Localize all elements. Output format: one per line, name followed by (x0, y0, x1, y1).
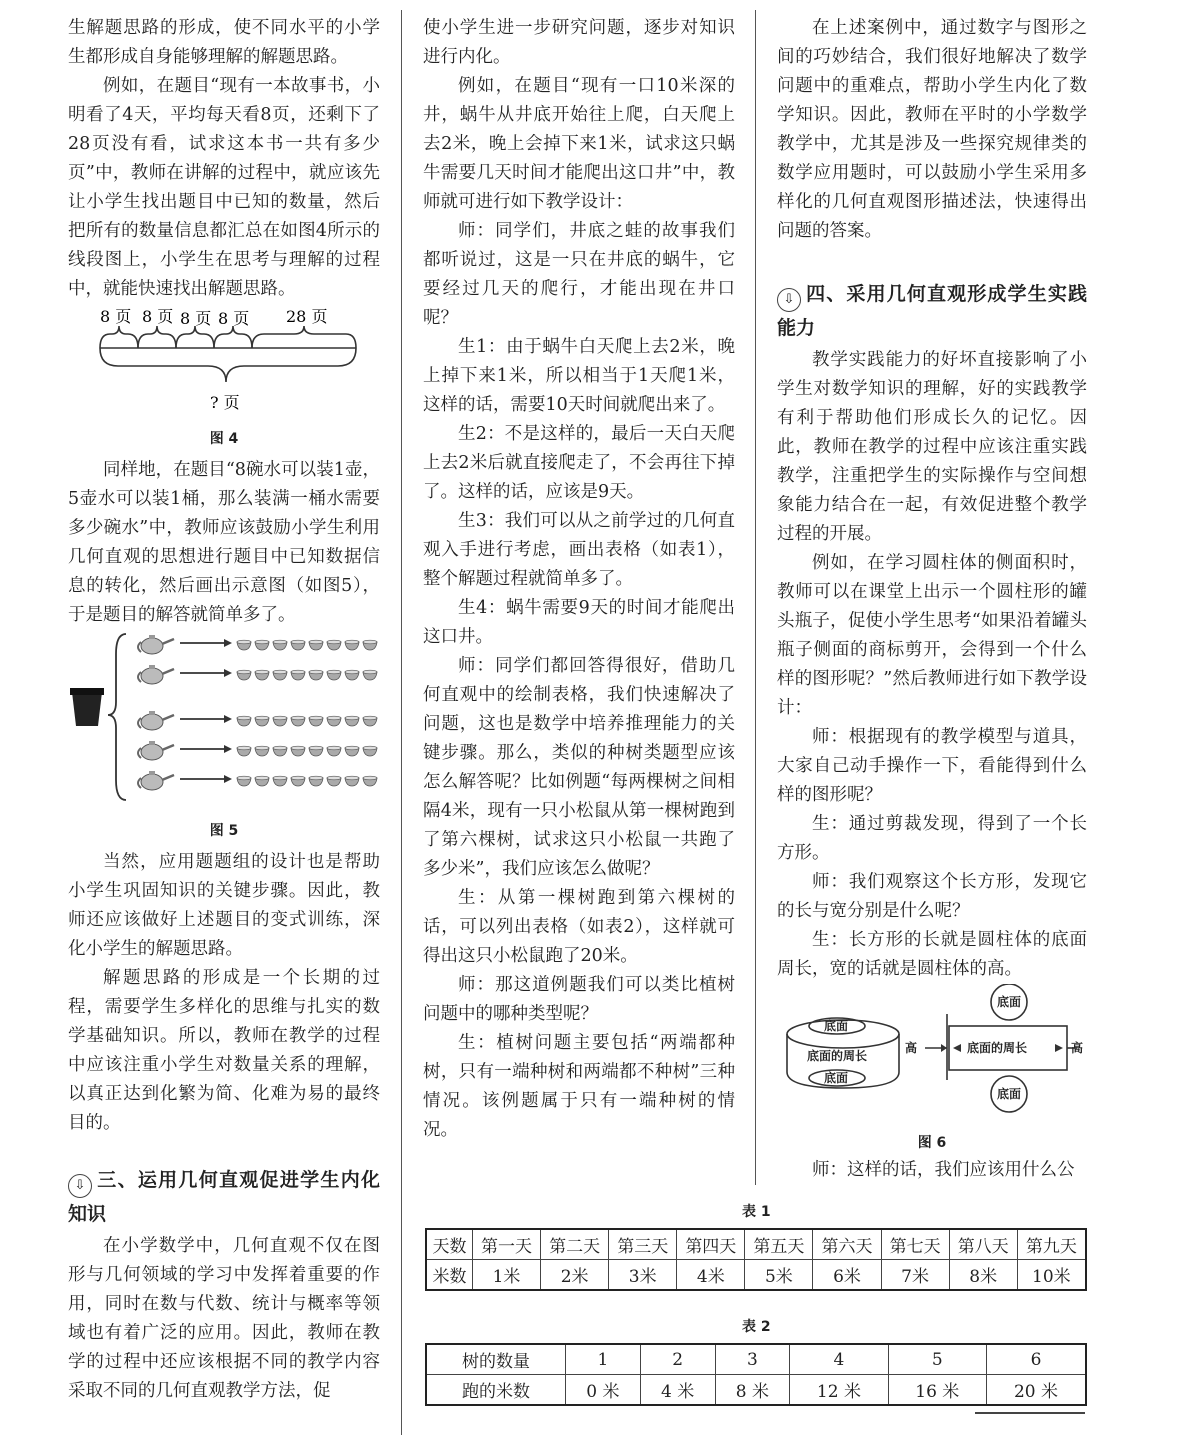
table-cell: 米数 (426, 1260, 472, 1291)
table-cell: 第八天 (949, 1229, 1017, 1260)
height-label: 高 (905, 1041, 918, 1055)
total-label: ? 页 (210, 393, 240, 412)
figure-caption: 图 4 (209, 431, 239, 447)
table-cell: 第六天 (813, 1229, 881, 1260)
paragraph: 师：根据现有的教学模型与道具，大家自己动手操作一下，看能得到什么样的图形呢？ (777, 727, 1087, 805)
table-cell: 第五天 (745, 1229, 813, 1260)
table-cell: 4米 (677, 1260, 745, 1291)
paragraph: 生：长方形的长就是圆柱体的底面周长，宽的话就是圆柱体的高。 (777, 930, 1087, 979)
table-row (426, 1375, 1086, 1406)
paragraph: 同样地，在题目“8碗水可以装1壶，5壶水可以装1桶，那么装满一桶水需要多少碗水”中，教师应该鼓励小学生利用几何直观的思想进行题目中已知数据信息的转化，然后画出示意图（如图5），于是题目的解答就简单多了。 (68, 460, 380, 625)
table-cell: 5米 (745, 1260, 813, 1291)
figure-5-teapots-bowls (68, 630, 380, 842)
column-1 (68, 14, 380, 1406)
page-footer-rule (975, 1412, 1085, 1420)
table-cell: 6米 (813, 1260, 881, 1291)
column-divider-left (401, 10, 402, 1435)
table-cell: 树的数量 (426, 1344, 566, 1375)
paragraph: 生：从第一棵树跑到第六棵树的话，可以列出表格（如表2），这样就可得出这只小松鼠跑了20米。 (423, 888, 735, 966)
circle-label: 底面 (997, 1087, 1022, 1101)
segment-label: 8 页 (100, 307, 132, 326)
paragraph: 解题思路的形成是一个长期的过程，需要学生多样化的思维与扎实的数学基础知识。所以，教师在教学的过程中应该注重小学生对数量关系的理解，以真正达到化繁为简、化难为易的最终目的。 (68, 968, 380, 1133)
figure-4-segment-diagram (68, 304, 380, 450)
paragraph: 生4：蜗牛需要9天的时间才能爬出这口井。 (423, 598, 735, 647)
cylinder-bottom-label: 底面 (824, 1071, 849, 1085)
segment-diagram (68, 304, 380, 416)
table-cell: 第九天 (1017, 1229, 1086, 1260)
segment-label: 8 页 (180, 309, 212, 328)
top-brace (252, 326, 356, 348)
rectangle-length-label: 底面的周长 (967, 1041, 1028, 1055)
height-label: 高 (1071, 1041, 1084, 1055)
paragraph: 师：我们观察这个长方形，发现它的长与宽分别是什么呢？ (777, 872, 1087, 921)
table-cell: 1 (566, 1344, 641, 1375)
circle-label: 底面 (997, 995, 1022, 1009)
table-cell: 10米 (1017, 1260, 1086, 1291)
paragraph: 例如，在题目“现有一口10米深的井，蜗牛从井底开始往上爬，白天爬上去2米，晚上会掉下来1米，试求这只蜗牛需要几天时间才能爬出这口井”中，教师就可进行如下教学设计： (423, 76, 735, 212)
cylinder-side-label: 底面的周长 (807, 1049, 868, 1063)
table-cell: 跑的米数 (426, 1375, 566, 1406)
paragraph: 使小学生进一步研究问题，逐步对知识进行内化。 (423, 18, 735, 67)
teapot-row (138, 635, 377, 654)
table-cell: 6 (986, 1344, 1086, 1375)
table-cell: 20 米 (986, 1375, 1086, 1406)
brace (108, 634, 126, 800)
table-cell: 2米 (541, 1260, 609, 1291)
paragraph: 师：这样的话，我们应该用什么公 (812, 1160, 1075, 1180)
paragraph: 生：通过剪裁发现，得到了一个长方形。 (777, 814, 1087, 863)
table-cell: 2 (640, 1344, 715, 1375)
column-3 (777, 14, 1087, 1185)
paragraph: 生2：不是这样的，最后一天白天爬上去2米后就直接爬走了，不会再往下掉了。这样的话，应该是9天。 (423, 424, 735, 502)
paragraph: 在小学数学中，几何直观不仅在图形与几何领域的学习中发挥着重要的作用，同时在数与代数、统计与概率等领域也有着广泛的应用。因此，教师在教学的过程中还应该根据不同的教学内容采取不同的几何直观教学方法，促 (68, 1236, 380, 1401)
table-cell: 16 米 (888, 1375, 986, 1406)
top-brace (138, 326, 176, 348)
teapot-row (138, 665, 377, 684)
segment-label: 28 页 (286, 307, 328, 326)
table-2 (425, 1343, 1087, 1406)
cylinder-top-label: 底面 (824, 1019, 849, 1033)
bottom-brace (100, 348, 356, 382)
paragraph: 教学实践能力的好坏直接影响了小学生对数学知识的理解，好的实践教学有利于帮助他们形成长久的记忆。因此，教师在教学的过程中应该注重实践教学，注重把学生的实际操作与空间想象能力结合在一起，有效促进整个教学过程的开展。 (777, 350, 1087, 544)
table-cell: 8米 (949, 1260, 1017, 1291)
top-brace (214, 326, 252, 348)
paragraph: 在上述案例中，通过数字与图形之间的巧妙结合，我们很好地解决了数学问题中的重难点，帮助小学生内化了数学知识。因此，教师在平时的小学数学教学中，尤其是涉及一些探究规律类的数学应用题时，可以鼓励小学生采用多样化的几何直观图形描述法，快速得出问题的答案。 (777, 18, 1087, 241)
table-row (426, 1344, 1086, 1375)
figure-caption: 图 5 (209, 823, 239, 839)
table-cell: 3米 (609, 1260, 677, 1291)
table-row (426, 1260, 1086, 1291)
table-cell: 5 (888, 1344, 986, 1375)
top-brace (100, 326, 138, 348)
table-cell: 1米 (472, 1260, 540, 1291)
table-cell: 8 米 (715, 1375, 790, 1406)
table-cell: 3 (715, 1344, 790, 1375)
top-brace (176, 326, 214, 348)
table-cell: 天数 (426, 1229, 472, 1260)
section-heading-3 (68, 1164, 380, 1230)
paragraph: 生3：我们可以从之前学过的几何直观入手进行考虑，画出表格（如表1），整个解题过程就简单多了。 (423, 511, 735, 589)
segment-label: 8 页 (218, 309, 250, 328)
column-2 (423, 14, 735, 1145)
bucket-icon (70, 688, 104, 726)
table-1-title: 表 1 (742, 1204, 771, 1220)
paragraph: 生解题思路的形成，使不同水平的小学生都形成自身能够理解的解题思路。 (68, 18, 380, 67)
segment-label: 8 页 (142, 307, 174, 326)
paragraph: 生：植树问题主要包括“两端都种树，只有一端种树和两端都不种树”三种情况。该例题属于只有一端种树的情况。 (423, 1033, 735, 1140)
teapot-row (138, 741, 377, 760)
table-cell: 4 (790, 1344, 888, 1375)
figure-caption: 图 6 (917, 1135, 947, 1151)
paragraph: 师：同学们，井底之蛙的故事我们都听说过，这是一只在井底的蜗牛，它要经过几天的爬行，才能出现在井口呢？ (423, 221, 735, 328)
paragraph: 例如，在学习圆柱体的侧面积时，教师可以在课堂上出示一个圆柱形的罐头瓶子，促使小学生思考“如果沿着罐头瓶子侧面的商标剪开，会得到一个什么样的图形呢？”然后教师进行如下教学设计： (777, 553, 1087, 718)
cylinder-diagram (777, 984, 1087, 1120)
teapot-row (138, 771, 377, 790)
table-cell: 4 米 (640, 1375, 715, 1406)
table-row (426, 1229, 1086, 1260)
table-cell: 第一天 (472, 1229, 540, 1260)
heading-text: 三、运用几何直观促进学生内化知识 (68, 1169, 380, 1225)
table-cell: 第七天 (881, 1229, 949, 1260)
table-cell: 0 米 (566, 1375, 641, 1406)
table-cell: 第四天 (677, 1229, 745, 1260)
table-cell: 第三天 (609, 1229, 677, 1260)
paragraph: 师：同学们都回答得很好，借助几何直观中的绘制表格，我们快速解决了问题，这也是数学中培养推理能力的关键步骤。那么，类似的种树类题型应该怎么解答呢？比如例题“每两棵树之间相隔4米，现有一只小松鼠从第一棵树跑到了第六棵树，试求这只小松鼠一共跑了多少米”，我们应该怎么做呢？ (423, 656, 735, 879)
table-cell: 12 米 (790, 1375, 888, 1406)
table-cell: 第二天 (541, 1229, 609, 1260)
paragraph: 当然，应用题题组的设计也是帮助小学生巩固知识的关键步骤。因此，教师还应该做好上述题目的变式训练，深化小学生的解题思路。 (68, 852, 380, 959)
table-cell: 7米 (881, 1260, 949, 1291)
teapot-diagram (68, 630, 380, 808)
figure-6-cylinder-net (777, 984, 1087, 1154)
down-arrow-circle-icon: ⇩ (68, 1174, 92, 1198)
table-1 (425, 1228, 1087, 1291)
table-2-title: 表 2 (742, 1319, 771, 1335)
down-arrow-circle-icon: ⇩ (777, 288, 801, 312)
heading-text: 四、采用几何直观形成学生实践能力 (777, 283, 1087, 339)
section-heading-4 (777, 278, 1087, 344)
teapot-row (138, 711, 377, 730)
column-divider-right (755, 10, 756, 1185)
paragraph: 例如，在题目“现有一本故事书，小明看了4天，平均每天看8页，还剩下了28页没有看，试求这本书一共有多少页”中，教师在讲解的过程中，就应该先让小学生找出题目中已知的数量，然后把所有的数量信息都汇总在如图4所示的线段图上，小学生在思考与理解的过程中，就能快速找出解题思路。 (68, 76, 380, 299)
paragraph: 生1：由于蜗牛白天爬上去2米，晚上掉下来1米，所以相当于1天爬1米，这样的话，需要10天时间就爬出来了。 (423, 337, 735, 415)
paragraph: 师：那这道例题我们可以类比植树问题中的哪种类型呢？ (423, 975, 735, 1024)
